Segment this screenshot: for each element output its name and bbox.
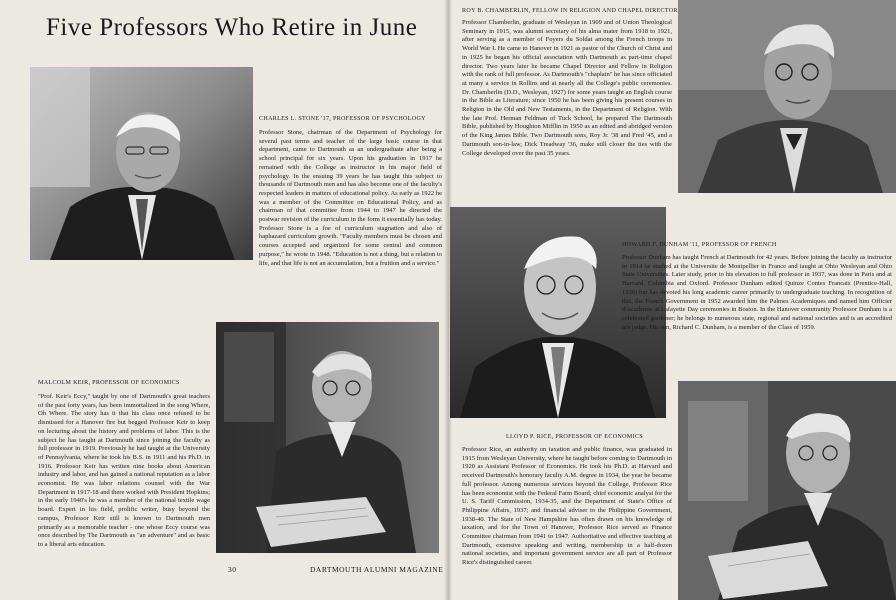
keir-bio-text: "Prof. Keir's Eccy," taught by one of Dartmouth's great teachers of the past forty years, has been immortalized in the song Where, Oh Where. The story has it that his class once refused to be dismissed for a Hanover fire but begged Professor Keir to keep on lecturing about the history and problems of labor. This is the subject he has taught at Dartmouth since joining the faculty as full professor in 1919. Previously he had taught at the University of Pennsylvania, where he took his B.S. in 1911 and his Ph.D. in 1916. Professor Keir has written nine books about American industry and labor, and has gained a national reputation as a labor economist. He was labor relations counsel with the War Department in 1917-18 and there worked with President Hopkins; in the early 1940's he was a member of the national textile wage board. Expert in his field, prolific writer, busy beyond the campus, Professor Keir still is known to Dartmouth men primarily as a memorable teacher - one whose Eccy course was once described by The Dartmouth as "an adventure" and as basic to a liberal arts education. [38, 393, 210, 548]
stone-portrait-photo [30, 67, 253, 260]
dunham-portrait-photo [678, 0, 896, 193]
page-number: 30 [228, 565, 237, 574]
chamberlin-caption: ROY B. CHAMBERLIN, FELLOW IN RELIGION AND CHAPEL DIRECTOR [462, 8, 678, 14]
keir-caption: MALCOLM KEIR, PROFESSOR OF ECONOMICS [38, 380, 180, 386]
page-headline: Five Professors Who Retire in June [46, 14, 418, 41]
chamberlin-bio-text: Professor Chamberlin, graduate of Wesleyan in 1909 and of Union Theological Seminary in 1915, was alumni secretary of his alma mater from 1918 to 1921, after serving as a member of Foyers du Soldat among the French troops in World War I. He came to Hanover in 1921 as pastor of the Church of Christ and in 1925 he began his official association with Dartmouth as part-time chapel director. Two years later he became Chapel Director and Fellow in Religion with the rank of full professor. As Dartmouth's "chaplain" he has since officiated at many a service in Rollins and at nearly all the College's public ceremonies. Dr. Chamberlin (D.D., Wesleyan, 1927) for some years taught an English course in the Bible as Literature; since 1950 he has been giving his present courses in Religion in the Old and New Testaments, in the Department of Religion. With the late Prof. Herman Feldman of Tuck School, he prepared The Dartmouth Bible, published by Houghton Mifflin in 1950 as an edited and abridged version of the King James Bible. Two Dartmouth sons, Roy Jr. '38 and Fred '45, and a Dartmouth son-in-law, Dick Treadway '36, make still closer the ties with the College developed over the past 35 years. [462, 19, 672, 157]
running-head: DARTMOUTH ALUMNI MAGAZINE [310, 565, 444, 574]
rice-caption: LLOYD P. RICE, PROFESSOR OF ECONOMICS [506, 434, 643, 440]
left-page [0, 0, 446, 600]
stone-bio-text: Professor Stone, chairman of the Department of Psychology for several past terms and teacher of the large basic course in that department, came to Dartmouth as an undergraduate after being a school principal for six years. Upon his graduation in 1917 he remained with the College as instructor in his major field of psychology. In the ensuing 39 years he has taught this subject to thousands of Dartmouth men and has also become one of the faculty's respected leaders in matters of educational policy. As early as 1922 he was a member of the Committee on Educational Policy, and as chairman of that committee from 1944 to 1947 he directed the postwar revision of the curriculum in the form it essentially has today. Professor Stone is a foe of curriculum stagnation and also of haphazard curriculum growth. "Faculty members must be chosen and courses accepted and organized for some central and common purpose," he wrote in 1948. "Education is not a thing, but a relation to life, and that life is not an accumulation, but a fruition and a service." [259, 129, 442, 267]
keir-portrait-photo [216, 322, 439, 553]
dunham-caption: HOWARD F. DUNHAM '11, PROFESSOR OF FRENCH [622, 242, 777, 248]
rice-bio-text: Professor Rice, an authority on taxation and public finance, was graduated in 1915 from Wesleyan University, where he taught before coming to Dartmouth in 1920 as Assistant Professor of Economics. He took his Ph.D. at Harvard and received Dartmouth's honorary faculty A.M. degree in 1934, the year he became full professor. Among numerous services beyond the College, Professor Rice has been economist with the Federal Farm Board; chief economic analyst for the U. S. Tariff Commission, 1934-35, and the Department of State's Office of Philippine Affairs, 1937; and financial adviser to the Philippine Government, 1938-40. The State of New Hampshire has often drawn on his knowledge of taxation, and for the Town of Hanover, Professor Rice served as Finance Committee chairman from 1941 to 1947. Authoritative and effective teaching at Dartmouth, extensive speaking and writing, membership in a half-dozen national societies, and important government service are all part of Professor Rice's distinguished career. [462, 446, 672, 567]
rice-portrait-photo [678, 381, 896, 600]
stone-caption: CHARLES L. STONE '17, PROFESSOR OF PSYCHOLOGY [259, 116, 426, 122]
dunham-bio-text: Professor Dunham has taught French at Dartmouth for 42 years. Before joining the faculty as instructor in 1914 he studied at the Universite de Montpellier in France and taught at Ohio Wesleyan and Ohio State Universities. Later study, prior to his elevation to full professor in 1937, was done in Paris and at Harvard, Columbia and Oxford. Professor Dunham edited Quinze Contes Francais (Prentice-Hall, 1930) but has devoted his long academic career primarily to undergraduate teaching. In recognition of this, the French Government in 1952 awarded him the Palmes Academiques and named him Officier d'Academie at Lafayette Day ceremonies in Boston. In the Hanover community Professor Dunham is a celebrated gardener; he belongs to numerous state, regional and national societies and is an accredited iris judge. His son, Richard C. Dunham, is a member of the Class of 1959. [622, 254, 892, 331]
